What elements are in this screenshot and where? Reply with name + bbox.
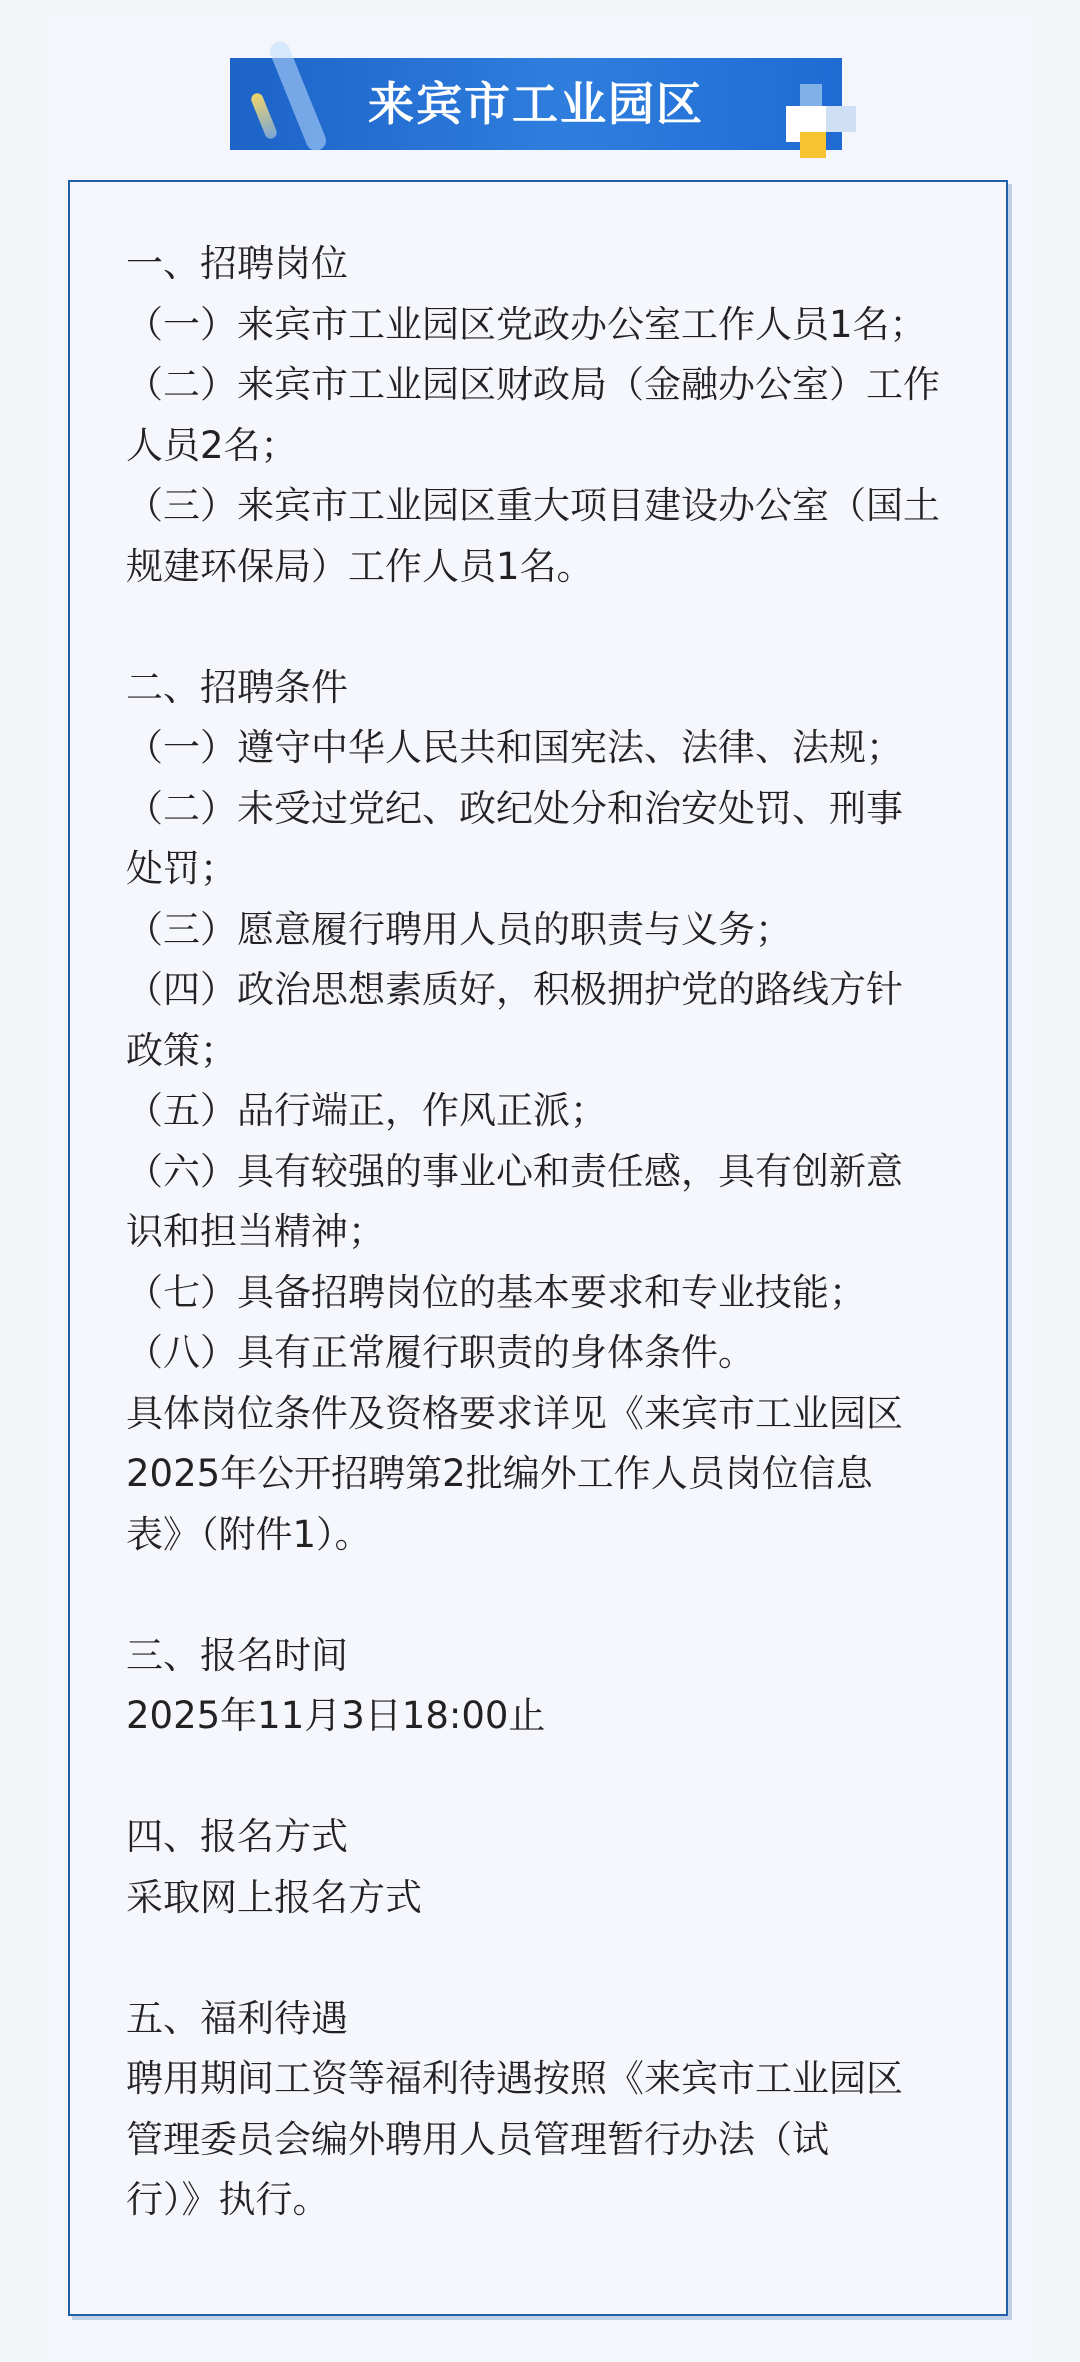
text-line: （八）具有正常履行职责的身体条件。: [126, 1331, 755, 1374]
text-line: （一）来宾市工业园区党政办公室工作人员1名；: [126, 302, 927, 346]
text-line: （二）未受过党纪、政纪处分和治安处罚、刑事: [126, 786, 903, 830]
article-body: [126, 234, 1026, 2231]
text-line: 采取网上报名方式: [126, 1875, 422, 1919]
text-line: 具体岗位条件及资格要求详见《来宾市工业园区: [126, 1391, 903, 1435]
text-line: 2025年公开招聘第2批编外工作人员岗位信息: [126, 1452, 873, 1495]
text-line: 行）》执行。: [126, 2178, 330, 2221]
text-line: （一）遵守中华人民共和国宪法、法律、法规；: [126, 726, 903, 769]
decor-square: [800, 84, 822, 106]
text-line: 政策；: [126, 1028, 237, 1072]
text-line: （四）政治思想素质好，积极拥护党的路线方针: [126, 968, 903, 1011]
text-line: 管理委员会编外聘用人员管理暂行办法（试: [126, 2117, 829, 2161]
section-positions: [126, 234, 1026, 597]
section-heading: 一、招聘岗位: [126, 242, 348, 285]
section-gap: [126, 1565, 1026, 1626]
section-heading: 四、报名方式: [126, 1815, 348, 1858]
text-line: （三）来宾市工业园区重大项目建设办公室（国土: [126, 484, 940, 527]
section-registration-time: [126, 1626, 1026, 1747]
text-line: 表》（附件1）。: [126, 1512, 372, 1556]
text-line: （二）来宾市工业园区财政局（金融办公室）工作: [126, 363, 940, 406]
banner-title: 来宾市工业园区: [368, 77, 704, 131]
text-line: 规建环保局）工作人员1名。: [126, 544, 594, 588]
decor-square: [826, 106, 856, 132]
text-line: 处罚；: [126, 847, 237, 890]
decor-square-yellow: [800, 132, 826, 158]
text-line: （七）具备招聘岗位的基本要求和专业技能；: [126, 1270, 866, 1314]
text-line: （三）愿意履行聘用人员的职责与义务；: [126, 907, 792, 951]
section-benefits: [126, 1989, 1026, 2231]
section-gap: [126, 1747, 1026, 1808]
section-heading: 二、招聘条件: [126, 665, 348, 709]
section-gap: [126, 597, 1026, 658]
title-banner: [230, 56, 850, 152]
text-line: （六）具有较强的事业心和责任感，具有创新意: [126, 1149, 903, 1193]
section-gap: [126, 1928, 1026, 1989]
text-line: （五）品行端正，作风正派；: [126, 1089, 607, 1132]
text-line: 聘用期间工资等福利待遇按照《来宾市工业园区: [126, 2057, 903, 2100]
section-heading: 五、福利待遇: [126, 1996, 348, 2040]
content-box: [68, 180, 1008, 2316]
section-conditions: [126, 658, 1026, 1566]
text-line: 人员2名；: [126, 423, 298, 467]
text-line: 识和担当精神；: [126, 1210, 385, 1253]
section-registration-method: [126, 1807, 1026, 1928]
section-heading: 三、报名时间: [126, 1633, 348, 1677]
text-line: 2025年11月3日18:00止: [126, 1694, 546, 1737]
